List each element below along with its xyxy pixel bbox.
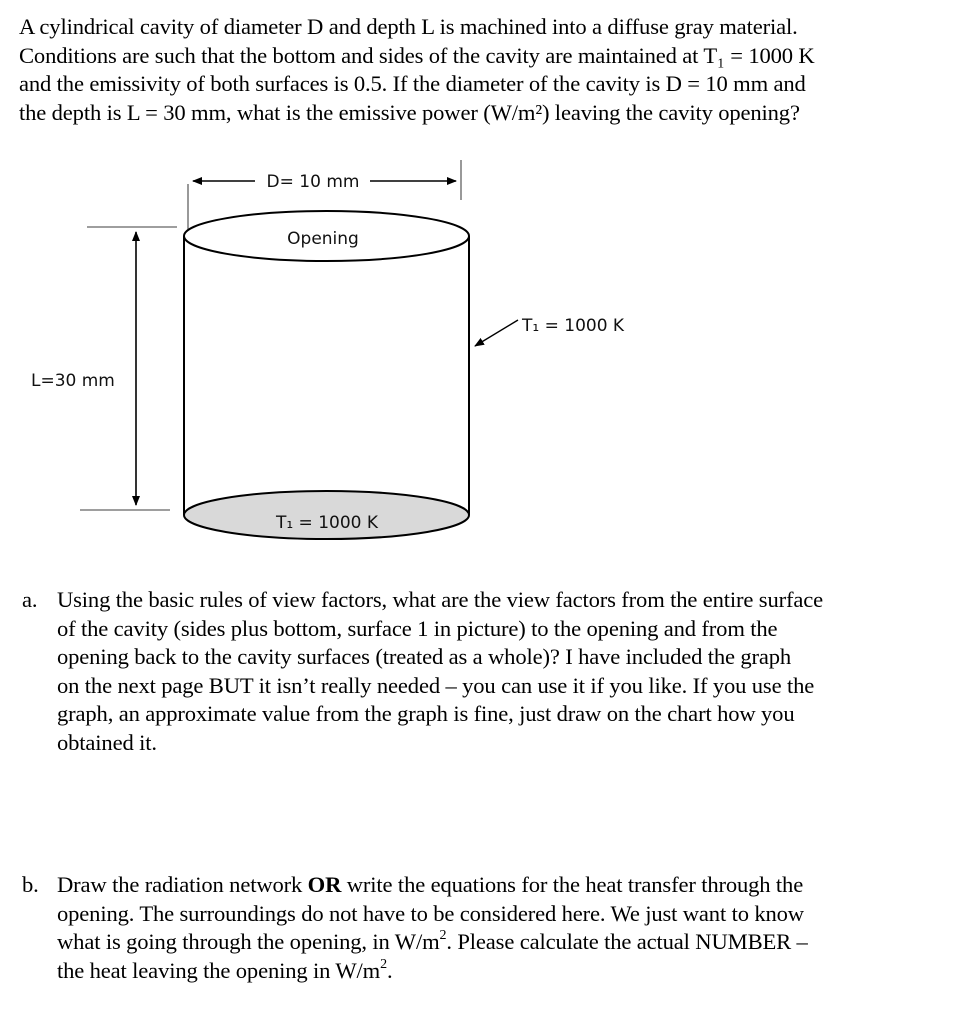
problem-line: A cylindrical cavity of diameter D and depth L is machined into a diffuse gray material. (19, 14, 798, 39)
side-temp-callout (475, 316, 625, 346)
question-marker: a. (22, 587, 38, 612)
superscript: 2 (439, 928, 447, 944)
question-line (57, 871, 922, 900)
problem-line: the depth is L = 30 mm, what is the emissive power (W/m²) leaving the cavity opening? (19, 99, 800, 125)
cavity-diagram (0, 150, 955, 550)
question-line: graph, an approximate value from the graph is fine, just draw on the chart how you (57, 701, 795, 726)
question-line: obtained it. (57, 729, 157, 755)
problem-line: and the emissivity of both surfaces is 0.5. If the diameter of the cavity is D = 10 mm and (19, 71, 806, 96)
question-b (22, 871, 922, 985)
question-line (57, 928, 922, 957)
bottom-temp-label: T₁ = 1000 K (275, 513, 379, 533)
depth-label: L=30 mm (31, 371, 115, 391)
question-line: on the next page BUT it isn’t really needed – you can use it if you like. If you use the (57, 672, 815, 698)
cylinder (184, 211, 469, 539)
question-line: opening. The surroundings do not have to be considered here. We just want to know (57, 900, 804, 926)
diameter-label: D= 10 mm (266, 172, 360, 192)
emphasis-or: OR (307, 872, 342, 897)
problem-line: Conditions are such that the bottom and sides of the cavity are maintained at T₁ = 1000 K (19, 42, 815, 68)
superscript: 2 (380, 956, 387, 972)
side-temp-label: T₁ = 1000 K (522, 316, 625, 336)
question-line (57, 957, 922, 986)
text-run: write the equations for the heat transfer through the (341, 872, 804, 897)
question-line: of the cavity (sides plus bottom, surface 1 in picture) to the opening and from the (57, 615, 778, 641)
opening-label: Opening (287, 229, 359, 249)
question-line: opening back to the cavity surfaces (treated as a whole)? I have included the graph (57, 644, 792, 669)
text-run: Draw the radiation network (57, 872, 308, 897)
depth-dimension (31, 227, 177, 510)
text-run: . Please calculate the actual NUMBER – (446, 929, 808, 954)
problem-statement (19, 13, 939, 127)
text-run: what is going through the opening, in W/m (57, 929, 440, 954)
question-line: Using the basic rules of view factors, what are the view factors from the entire surface (57, 587, 823, 612)
text-run: . (386, 957, 393, 983)
question-a (22, 586, 922, 757)
text-run: the heat leaving the opening in W/m (57, 957, 381, 983)
question-marker: b. (22, 872, 39, 897)
